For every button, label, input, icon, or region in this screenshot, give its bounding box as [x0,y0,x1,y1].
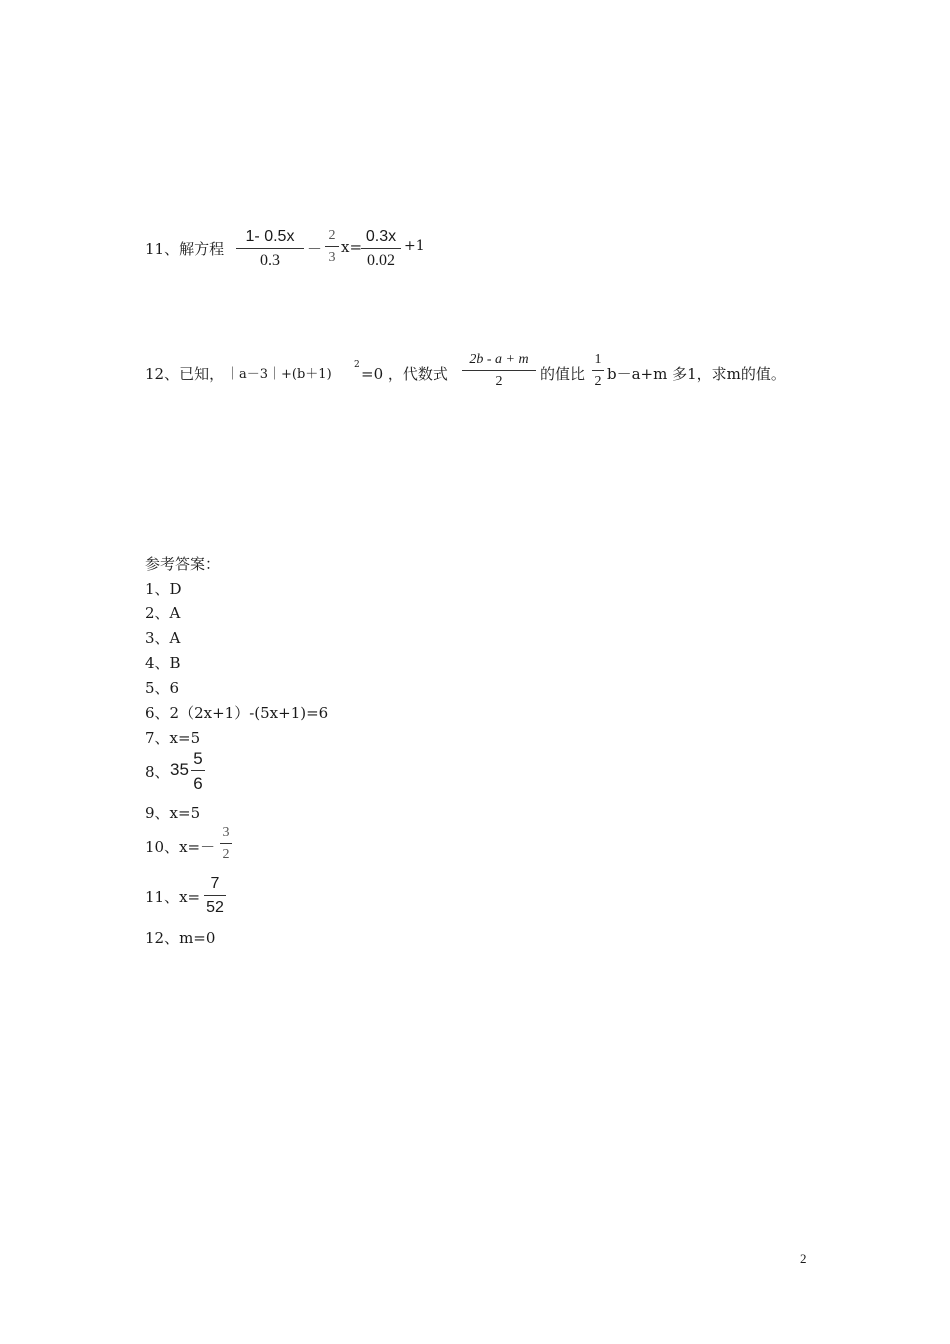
answer-11-prefix: 11、x= [145,888,201,906]
answer-10-prefix: 10、x=－ [145,838,216,856]
fraction-2-denominator: 3 [328,250,336,265]
absolute-value-expression: ｜a－3｜+(b＋1) [226,367,332,382]
fraction-1-denominator: 0.3 [260,252,280,269]
answer-3: 3、A [145,629,181,647]
answer-key-title: 参考答案： [145,555,221,573]
square-superscript: 2 [354,360,360,370]
answer-4: 4、B [145,654,181,672]
answer-11-bar [204,895,226,896]
fraction-3-bar [361,248,401,249]
answer-2: 2、A [145,604,181,622]
fraction-1 [236,229,304,269]
answer-8-numerator: 5 [193,749,203,768]
answer-12: 12、m=0 [145,929,216,947]
comparison-text: 的值比 [540,365,586,383]
answer-8-denominator: 6 [193,774,203,793]
fraction-2 [325,229,339,265]
minus-sign: － [307,240,323,258]
fraction-expression [462,353,536,389]
answer-10-denominator: 2 [222,847,230,862]
fraction-1-numerator: 1- 0.5x [245,228,295,245]
fraction-3 [361,229,401,269]
fraction-expression-bar [462,370,536,371]
fraction-2-numerator: 2 [328,228,336,243]
x-equals: x= [341,238,363,256]
fraction-1-bar [236,248,304,249]
fraction-3-denominator: 0.02 [367,252,395,269]
answer-9: 9、x=5 [145,804,201,822]
answer-5: 5、6 [145,679,180,697]
answer-10-numerator: 3 [222,825,230,840]
answer-7: 7、x=5 [145,729,201,747]
fraction-expression-denominator: 2 [495,374,503,389]
fraction-expression-numerator: 2b - a + m [469,352,529,367]
answer-8-prefix: 8、 [145,763,170,781]
fraction-half-denominator: 2 [594,374,602,389]
answer-11-fraction [204,876,226,916]
answer-1: 1、D [145,580,182,598]
answer-11-numerator: 7 [210,875,220,892]
question-12-label: 12、已知， [145,365,225,383]
answer-11-denominator: 52 [206,899,224,916]
fraction-half-bar [592,370,604,371]
fraction-half-numerator: 1 [594,352,602,367]
answer-10-fraction [220,826,232,862]
answer-8-bar [191,770,205,771]
answer-8-fraction [191,750,205,792]
fraction-2-bar [325,246,339,247]
page-number: 2 [800,1251,807,1266]
answer-6: 6、2（2x+1）-(5x+1)=6 [145,704,329,722]
fraction-3-numerator: 0.3x [365,228,397,245]
plus-one: +1 [404,238,425,254]
answer-10-bar [220,843,232,844]
question-11-label: 11、解方程 [145,240,225,258]
equals-zero-text: =0 ，代数式 [361,365,448,383]
question-12-tail: b－a+m 多1，求m的值。 [607,365,786,383]
answer-8-whole: 35 [170,760,189,779]
fraction-half [592,353,604,389]
